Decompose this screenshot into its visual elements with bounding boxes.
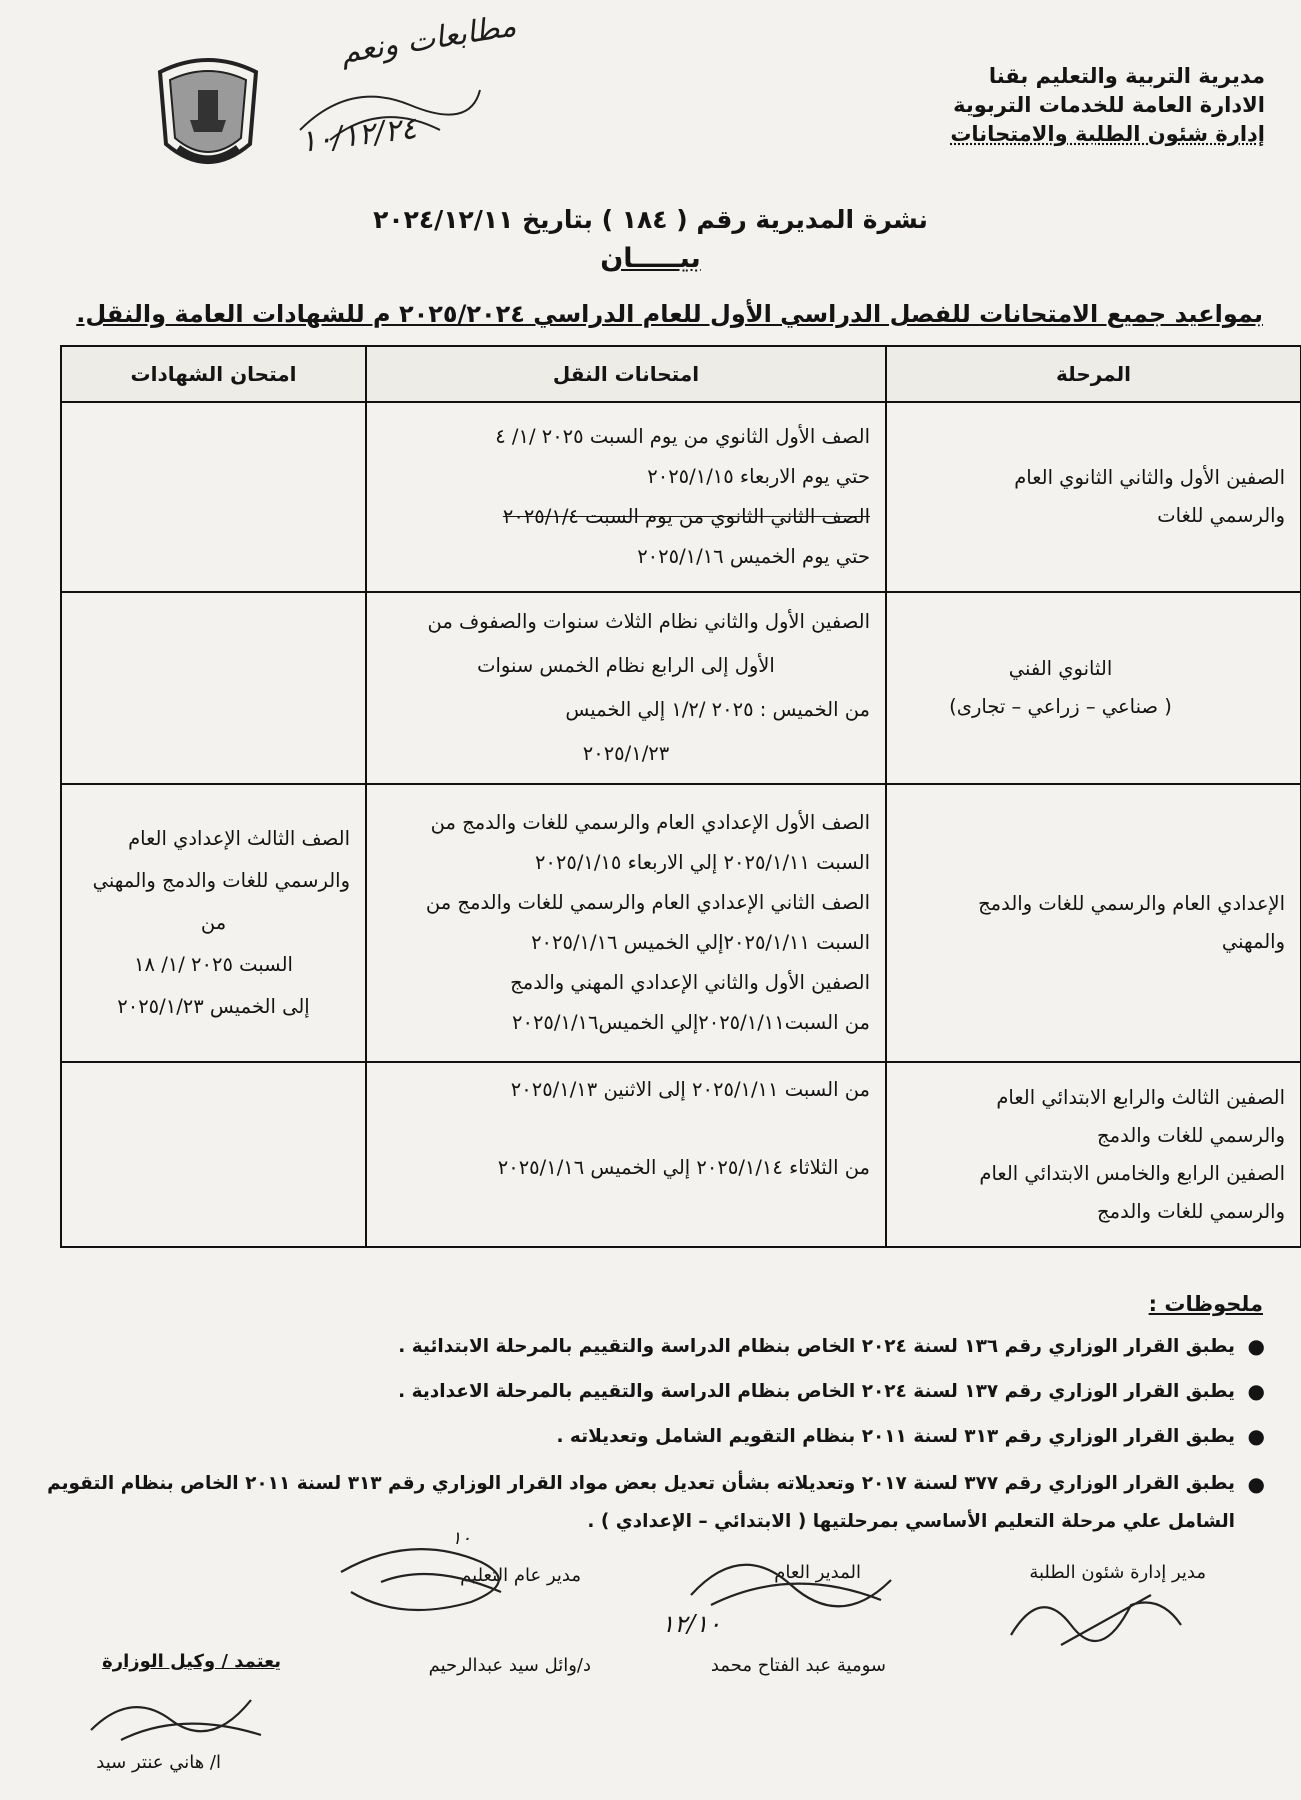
- signature-general-manager: [681, 1545, 901, 1615]
- stage-line: الصفين الثالث والرابع الابتدائي العام: [996, 1085, 1285, 1109]
- student-affairs-manager-title: مدير إدارة شئون الطلبة: [1029, 1562, 1206, 1583]
- organization-header: [950, 62, 1265, 149]
- bullet-icon: ●: [1247, 1334, 1265, 1358]
- subject-line: بمواعيد جميع الامتحانات للفصل الدراسي الأول للعام الدراسي ٢٠٢٥/٢٠٢٤ م للشهادات العامة والنقل.: [76, 300, 1263, 328]
- notes-list: [35, 1330, 1265, 1553]
- certificate-cell: [61, 402, 366, 592]
- note-item: [35, 1375, 1265, 1408]
- transfer-cell: [366, 402, 886, 592]
- transfer-cell: [366, 784, 886, 1062]
- education-director-name: د/وائل سيد عبدالرحيم: [428, 1655, 591, 1676]
- certificate-cell: [61, 592, 366, 784]
- transfer-line: من السبت٢٠٢٥/١/١١إلي الخميس٢٠٢٥/١/١٦: [512, 1011, 870, 1034]
- note-item: [35, 1330, 1265, 1363]
- transfer-line: الأول إلى الرابع نظام الخمس سنوات: [477, 654, 775, 677]
- general-manager-title: المدير العام: [774, 1562, 861, 1583]
- note-text: يطبق القرار الوزاري رقم ١٣٦ لسنة ٢٠٢٤ الخاص بنظام الدراسة والتقييم بالمرحلة الابتدائية .: [398, 1336, 1235, 1357]
- transfer-line: الصف الأول الثانوي من يوم السبت ٢٠٢٥ /١/ ٤: [495, 425, 870, 448]
- table-header-row: [61, 346, 1301, 402]
- transfer-line: الصف الأول الإعدادي العام والرسمي للغات والدمج من: [430, 811, 870, 834]
- stage-cell: [886, 402, 1301, 592]
- table-row: [61, 784, 1301, 1062]
- education-director-title: مدير عام التعليم: [460, 1565, 581, 1586]
- transfer-line: السبت ٢٠٢٥/١/١١إلي الخميس ٢٠٢٥/١/١٦: [531, 931, 870, 954]
- note-text: يطبق القرار الوزاري رقم ٣١٣ لسنة ٢٠١١ بنظام التقويم الشامل وتعديلاته .: [556, 1426, 1235, 1447]
- signature-education-director: [321, 1532, 541, 1622]
- general-manager-name: سومية عبد الفتاح محمد: [710, 1655, 886, 1676]
- certificate-cell: [61, 784, 366, 1062]
- table-row: [61, 1062, 1301, 1247]
- exam-schedule-table: [60, 345, 1301, 1248]
- transfer-line: حتي يوم الاربعاء ٢٠٢٥/١/١٥: [647, 465, 870, 488]
- bullet-icon: ●: [1247, 1472, 1265, 1496]
- transfer-line: من الخميس : ٢٠٢٥ /١/٢ إلي الخميس: [565, 698, 870, 721]
- table-row: [61, 402, 1301, 592]
- signature-student-affairs: [1001, 1575, 1191, 1655]
- transfer-line: الصفين الأول والثاني الإعدادي المهني والدمج: [510, 971, 870, 994]
- certificate-line: إلى الخميس ٢٠٢٥/١/٢٣: [117, 995, 310, 1018]
- transfer-line: من السبت ٢٠٢٥/١/١١ إلى الاثنين ٢٠٢٥/١/١٣: [510, 1078, 870, 1101]
- stage-line: والمهني: [1221, 930, 1285, 953]
- stage-cell: [886, 784, 1301, 1062]
- certificate-line: والرسمي للغات والدمج والمهني: [92, 869, 350, 892]
- transfer-line: الصفين الأول والثاني نظام الثلاث سنوات والصفوف من: [427, 610, 870, 633]
- org-line: إدارة شئون الطلبة والامتحانات: [950, 122, 1265, 146]
- column-header-transfer-exams: امتحانات النقل: [366, 346, 886, 402]
- stage-line: والرسمي للغات والدمج: [1097, 1199, 1285, 1223]
- bulletin-title: نشرة المديرية رقم ( ١٨٤ ) بتاريخ ٢٠٢٤/١٢/١١: [373, 205, 928, 234]
- handwritten-date: ١٠/١٢/٢٤: [298, 111, 419, 160]
- stage-line: الثانوي الفني: [1008, 657, 1113, 680]
- stage-line: والرسمي للغات والدمج: [1097, 1123, 1285, 1147]
- stage-line: الإعدادي العام والرسمي للغات والدمج: [978, 892, 1285, 915]
- notes-title: ملحوظات :: [1148, 1292, 1263, 1316]
- transfer-cell: [366, 1062, 886, 1247]
- certificate-cell: [61, 1062, 366, 1247]
- transfer-line: من الثلاثاء ٢٠٢٥/١/١٤ إلي الخميس ٢٠٢٥/١/١٦: [497, 1156, 870, 1179]
- transfer-line: ٢٠٢٥/١/٢٣: [582, 742, 670, 765]
- org-line: الادارة العامة للخدمات التربوية: [953, 93, 1265, 117]
- certificate-line: السبت ٢٠٢٥ /١/ ١٨: [134, 953, 293, 976]
- stage-cell: [886, 592, 1301, 784]
- org-line: مديرية التربية والتعليم بقنا: [988, 64, 1265, 88]
- note-item: [35, 1465, 1265, 1541]
- handwritten-mark: ١٠: [451, 1528, 471, 1549]
- handwritten-note: مطابعات ونعم: [338, 8, 519, 71]
- bullet-icon: ●: [1247, 1379, 1265, 1403]
- note-item: [35, 1420, 1265, 1453]
- stage-line: الصفين الرابع والخامس الابتدائي العام: [979, 1161, 1285, 1185]
- handwritten-mark: ١٢/١٠: [661, 1610, 721, 1638]
- transfer-line: حتي يوم الخميس ٢٠٢٥/١/١٦: [637, 545, 870, 568]
- transfer-line: الصف الثاني الثانوي من يوم السبت ٢٠٢٥/١/٤: [502, 505, 870, 528]
- transfer-spacer: [382, 1112, 870, 1146]
- column-header-stage: المرحلة: [886, 346, 1301, 402]
- note-text: يطبق القرار الوزاري رقم ١٣٧ لسنة ٢٠٢٤ الخاص بنظام الدراسة والتقييم بالمرحلة الاعدادية .: [398, 1381, 1235, 1402]
- certificate-line: الصف الثالث الإعدادي العام: [128, 827, 350, 850]
- column-header-certificate-exams: امتحان الشهادات: [61, 346, 366, 402]
- stage-line: والرسمي للغات: [1157, 504, 1285, 527]
- note-text: يطبق القرار الوزاري رقم ٣٧٧ لسنة ٢٠١٧ وتعديلاته بشأن تعديل بعض مواد القرار الوزاري رقم ٣١٣ لسنة ٢٠١١ الخاص بنظام التقويم الشامل علي مرحلة التعليم الأساسي بمرحلتيها ( الابتدائي – الإعدادي ) .: [47, 1473, 1235, 1532]
- transfer-line: الصف الثاني الإعدادي العام والرسمي للغات والدمج من: [425, 891, 870, 914]
- signature-approval: [81, 1680, 271, 1750]
- certificate-line: من: [200, 911, 227, 934]
- stage-cell: [886, 1062, 1301, 1247]
- approval-title: يعتمد / وكيل الوزارة: [102, 1651, 281, 1672]
- bullet-icon: ●: [1247, 1424, 1265, 1448]
- transfer-cell: [366, 592, 886, 784]
- table-row: [61, 592, 1301, 784]
- stage-line: الصفين الأول والثاني الثانوي العام: [1014, 466, 1285, 489]
- ministry-seal-logo: [150, 52, 266, 180]
- approval-name: ا/ هاني عنتر سيد: [96, 1752, 221, 1773]
- transfer-line: السبت ٢٠٢٥/١/١١ إلي الاربعاء ٢٠٢٥/١/١٥: [534, 851, 870, 874]
- stage-line: ( صناعي – زراعي – تجارى): [949, 695, 1172, 718]
- statement-heading: بيـــــان: [600, 243, 701, 274]
